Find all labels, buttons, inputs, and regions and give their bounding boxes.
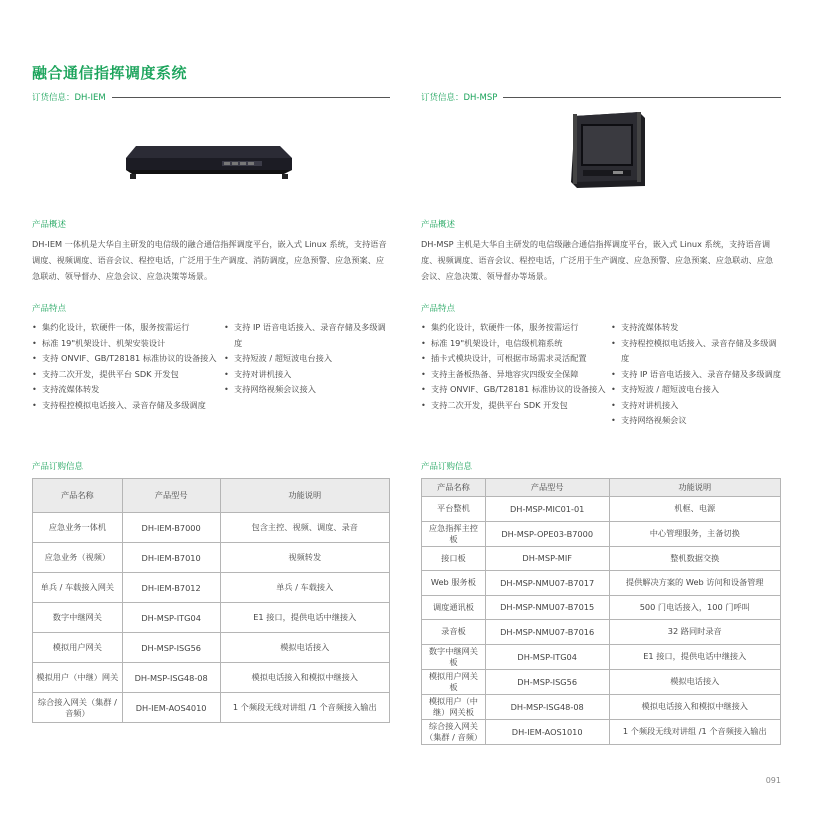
feature-item: • 支持网络视频会议 — [611, 413, 781, 429]
table-row — [422, 644, 781, 669]
table-cell: 模拟电话接入和模拟中继接入 — [609, 694, 780, 719]
feature-item: • 支持 IP 语音电话接入、录音存储及多级调度 — [611, 367, 781, 383]
table-cell: 应急指挥主控板 — [422, 521, 486, 546]
table-cell: 综合接入网关（集群 / 音频） — [422, 719, 486, 744]
table-row — [33, 603, 390, 633]
table-row — [33, 633, 390, 663]
product-image — [32, 104, 390, 214]
table-header-cell: 产品名称 — [422, 479, 486, 497]
table-cell: DH-MSP-ITG04 — [485, 644, 609, 669]
table-cell: DH-MSP-ISG48-08 — [485, 694, 609, 719]
table-cell: DH-IEM-B7012 — [122, 573, 220, 603]
table-header-cell: 产品名称 — [33, 479, 123, 513]
feature-item: • 标准 19"机架设计，电信级机箱系统 — [421, 336, 611, 352]
table-cell: 平台整机 — [422, 497, 486, 522]
order-heading: 产品订购信息 — [421, 462, 473, 472]
table-cell: 包含主控、视频、调度、录音 — [220, 513, 389, 543]
feature-item: • 支持短波 / 超短波电台接入 — [224, 351, 390, 367]
overview-heading: 产品概述 — [421, 220, 456, 230]
table-cell: 500 门电话接入，100 门呼叫 — [609, 595, 780, 620]
feature-item: • 支持流媒体转发 — [611, 320, 781, 336]
features-col-1 — [32, 320, 224, 413]
table-cell: 应急业务（视频） — [33, 543, 123, 573]
rack-server-icon — [124, 144, 294, 180]
table-header-cell: 产品型号 — [485, 479, 609, 497]
table-cell: DH-IEM-B7010 — [122, 543, 220, 573]
table-row — [33, 543, 390, 573]
table-cell: 调度通讯板 — [422, 595, 486, 620]
feature-item: • 集约化设计，软硬件一体，服务按需运行 — [32, 320, 224, 336]
table-row — [422, 719, 781, 744]
feature-item: • 支持主备板热备、异地容灾四级安全保障 — [421, 367, 611, 383]
table-cell: 模拟电话接入 — [609, 669, 780, 694]
feature-item: • 支持二次开发，提供平台 SDK 开发包 — [421, 398, 611, 414]
order-info-heading — [32, 90, 390, 104]
order-heading: 产品订购信息 — [32, 462, 84, 472]
features-col-1 — [421, 320, 611, 429]
divider — [112, 97, 390, 98]
features-heading: 产品特点 — [421, 304, 456, 314]
feature-item: • 支持网络视频会议接入 — [224, 382, 390, 398]
feature-item: • 支持二次开发，提供平台 SDK 开发包 — [32, 367, 224, 383]
table-cell: DH-MSP-OPE03-B7000 — [485, 521, 609, 546]
feature-item: • 支持 IP 语音电话接入、录音存储及多级调度 — [224, 320, 390, 351]
table-cell: 模拟用户（中继）网关 — [33, 663, 123, 693]
table-header-cell: 产品型号 — [122, 479, 220, 513]
table-cell: 模拟用户（中继）网关板 — [422, 694, 486, 719]
right-column — [421, 90, 781, 742]
table-cell: 32 路同时录音 — [609, 620, 780, 645]
table-cell: DH-MSP-NMU07-B7016 — [485, 620, 609, 645]
table-cell: 机框、电源 — [609, 497, 780, 522]
feature-item: • 集约化设计，软硬件一体，服务按需运行 — [421, 320, 611, 336]
cabinet-chassis-icon — [569, 110, 647, 190]
table-cell: DH-MSP-MIF — [485, 546, 609, 571]
table-cell: 模拟电话接入和模拟中继接入 — [220, 663, 389, 693]
order-table — [32, 478, 390, 723]
table-cell: 中心管理服务，主备切换 — [609, 521, 780, 546]
table-cell: DH-MSP-ISG56 — [485, 669, 609, 694]
table-cell: DH-IEM-AOS4010 — [122, 693, 220, 723]
feature-item: • 支持 ONVIF、GB/T28181 标准协议的设备接入 — [32, 351, 224, 367]
table-cell: 单兵 / 车载接入网关 — [33, 573, 123, 603]
page-number: 091 — [765, 776, 781, 785]
feature-item: • 标准 19"机架设计、机架安装设计 — [32, 336, 224, 352]
table-cell: 数字中继网关板 — [422, 644, 486, 669]
table-cell: E1 接口，提供电话中继接入 — [609, 644, 780, 669]
features-list — [421, 320, 781, 429]
features-col-2 — [224, 320, 390, 413]
table-row — [33, 573, 390, 603]
table-row — [422, 669, 781, 694]
overview-text: DH-MSP 主机是大华自主研发的电信级融合通信指挥调度平台，嵌入式 Linux 系统，支持语音调度、视频调度、语音会议、程控电话，广泛用于生产调度、应急预警、应急预案、应急联动、应急会议、应急决策、领导督办等场景。 — [421, 239, 774, 281]
feature-item: • 支持程控模拟电话接入、录音存储及多级调度 — [611, 336, 781, 367]
table-row — [33, 663, 390, 693]
table-cell: DH-IEM-B7000 — [122, 513, 220, 543]
features-heading: 产品特点 — [32, 304, 67, 314]
table-cell: 应急业务一体机 — [33, 513, 123, 543]
table-row — [422, 497, 781, 522]
table-row — [422, 595, 781, 620]
feature-item: • 插卡式模块设计，可根据市场需求灵活配置 — [421, 351, 611, 367]
order-info-label: 订货信息：DH-MSP — [421, 93, 498, 103]
product-image — [421, 104, 781, 214]
table-cell: 模拟电话接入 — [220, 633, 389, 663]
order-table — [421, 478, 781, 745]
table-cell: 整机数据交换 — [609, 546, 780, 571]
table-cell: 模拟用户网关板 — [422, 669, 486, 694]
feature-item: • 支持对讲机接入 — [611, 398, 781, 414]
table-cell: 提供解决方案的 Web 访问和设备管理 — [609, 571, 780, 596]
table-cell: 接口板 — [422, 546, 486, 571]
table-cell: DH-MSP-ITG04 — [122, 603, 220, 633]
feature-item: • 支持 ONVIF、GB/T28181 标准协议的设备接入 — [421, 382, 611, 398]
table-cell: DH-MSP-NMU07-B7015 — [485, 595, 609, 620]
table-cell: DH-MSP-ISG56 — [122, 633, 220, 663]
table-cell: DH-MSP-MIC01-01 — [485, 497, 609, 522]
table-row — [422, 521, 781, 546]
feature-item: • 支持流媒体转发 — [32, 382, 224, 398]
table-cell: 单兵 / 车载接入 — [220, 573, 389, 603]
feature-item: • 支持短波 / 超短波电台接入 — [611, 382, 781, 398]
table-cell: E1 接口，提供电话中继接入 — [220, 603, 389, 633]
table-row — [422, 694, 781, 719]
table-row — [422, 571, 781, 596]
feature-item: • 支持程控模拟电话接入、录音存储及多级调度 — [32, 398, 224, 414]
table-cell: DH-IEM-AOS1010 — [485, 719, 609, 744]
table-cell: DH-MSP-ISG48-08 — [122, 663, 220, 693]
table-row — [33, 693, 390, 723]
table-cell: 录音板 — [422, 620, 486, 645]
features-col-2 — [611, 320, 781, 429]
table-cell: Web 服务板 — [422, 571, 486, 596]
left-column — [32, 90, 390, 718]
table-cell: 1 个频段无线对讲组 /1 个音频接入输出 — [609, 719, 780, 744]
table-cell: 1 个频段无线对讲组 /1 个音频接入输出 — [220, 693, 389, 723]
overview-text: DH-IEM 一体机是大华自主研发的电信级的融合通信指挥调度平台，嵌入式 Linux 系统，支持语音调度、视频调度、语音会议、程控电话，广泛用于生产调度、消防调度，应急预警、应急预案、应急联动、领导督办、应急会议、应急决策等场景。 — [32, 239, 387, 281]
table-row — [422, 620, 781, 645]
table-header-cell: 功能说明 — [609, 479, 780, 497]
table-row — [33, 513, 390, 543]
divider — [503, 97, 781, 98]
table-cell: DH-MSP-NMU07-B7017 — [485, 571, 609, 596]
order-info-label: 订货信息：DH-IEM — [32, 93, 106, 103]
features-list — [32, 320, 390, 413]
order-info-heading — [421, 90, 781, 104]
table-cell: 视频转发 — [220, 543, 389, 573]
feature-item: • 支持对讲机接入 — [224, 367, 390, 383]
overview-heading: 产品概述 — [32, 220, 67, 230]
table-cell: 模拟用户网关 — [33, 633, 123, 663]
page-title: 融合通信指挥调度系统 — [32, 64, 188, 82]
table-header-cell: 功能说明 — [220, 479, 389, 513]
table-cell: 综合接入网关（集群 / 音频） — [33, 693, 123, 723]
table-cell: 数字中继网关 — [33, 603, 123, 633]
table-row — [422, 546, 781, 571]
